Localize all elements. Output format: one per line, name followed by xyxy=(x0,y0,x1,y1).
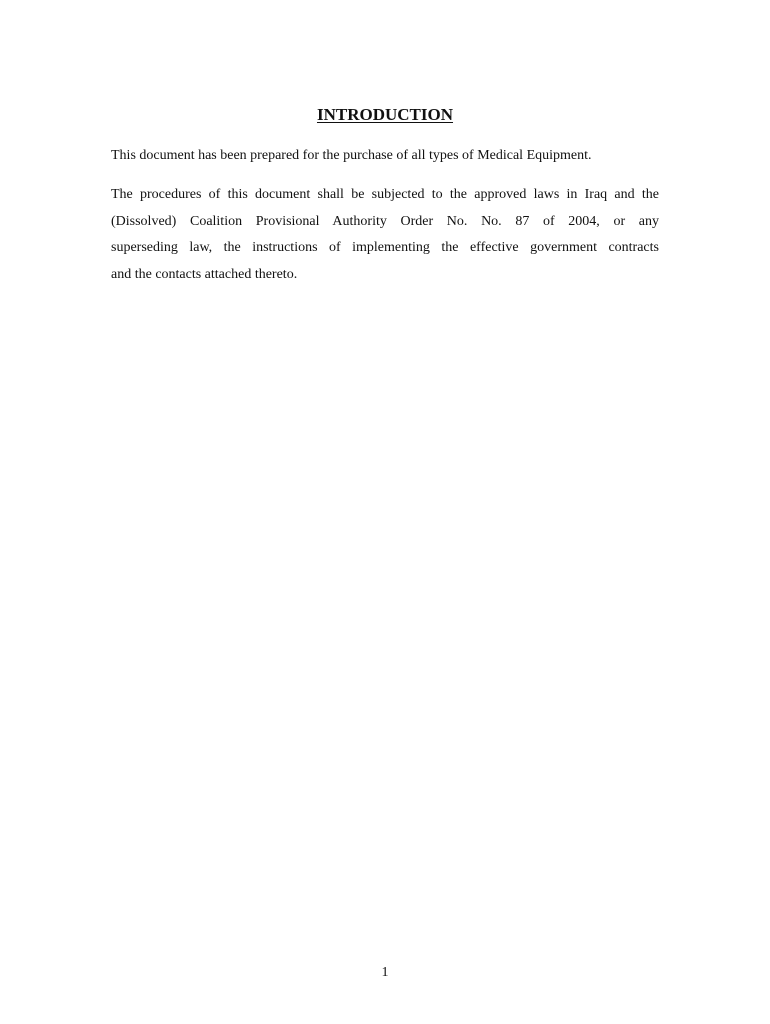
intro-paragraph: This document has been prepared for the purchase of all types of Medical Equipment. xyxy=(111,148,592,163)
page-number: 1 xyxy=(381,965,389,980)
paragraph-line: (Dissolved) Coalition Provisional Authority Order No. No. 87 of 2004, or any xyxy=(111,213,659,229)
paragraph-line: and the contacts attached thereto. xyxy=(111,266,298,282)
section-heading xyxy=(0,104,770,126)
procedures-paragraph xyxy=(111,182,659,288)
paragraph-line: The procedures of this document shall be subjected to the approved laws in Iraq and the xyxy=(111,187,659,202)
paragraph-line: superseding law, the instructions of implementing the effective government contracts xyxy=(111,240,659,255)
heading-text: INTRODUCTION xyxy=(316,105,454,124)
